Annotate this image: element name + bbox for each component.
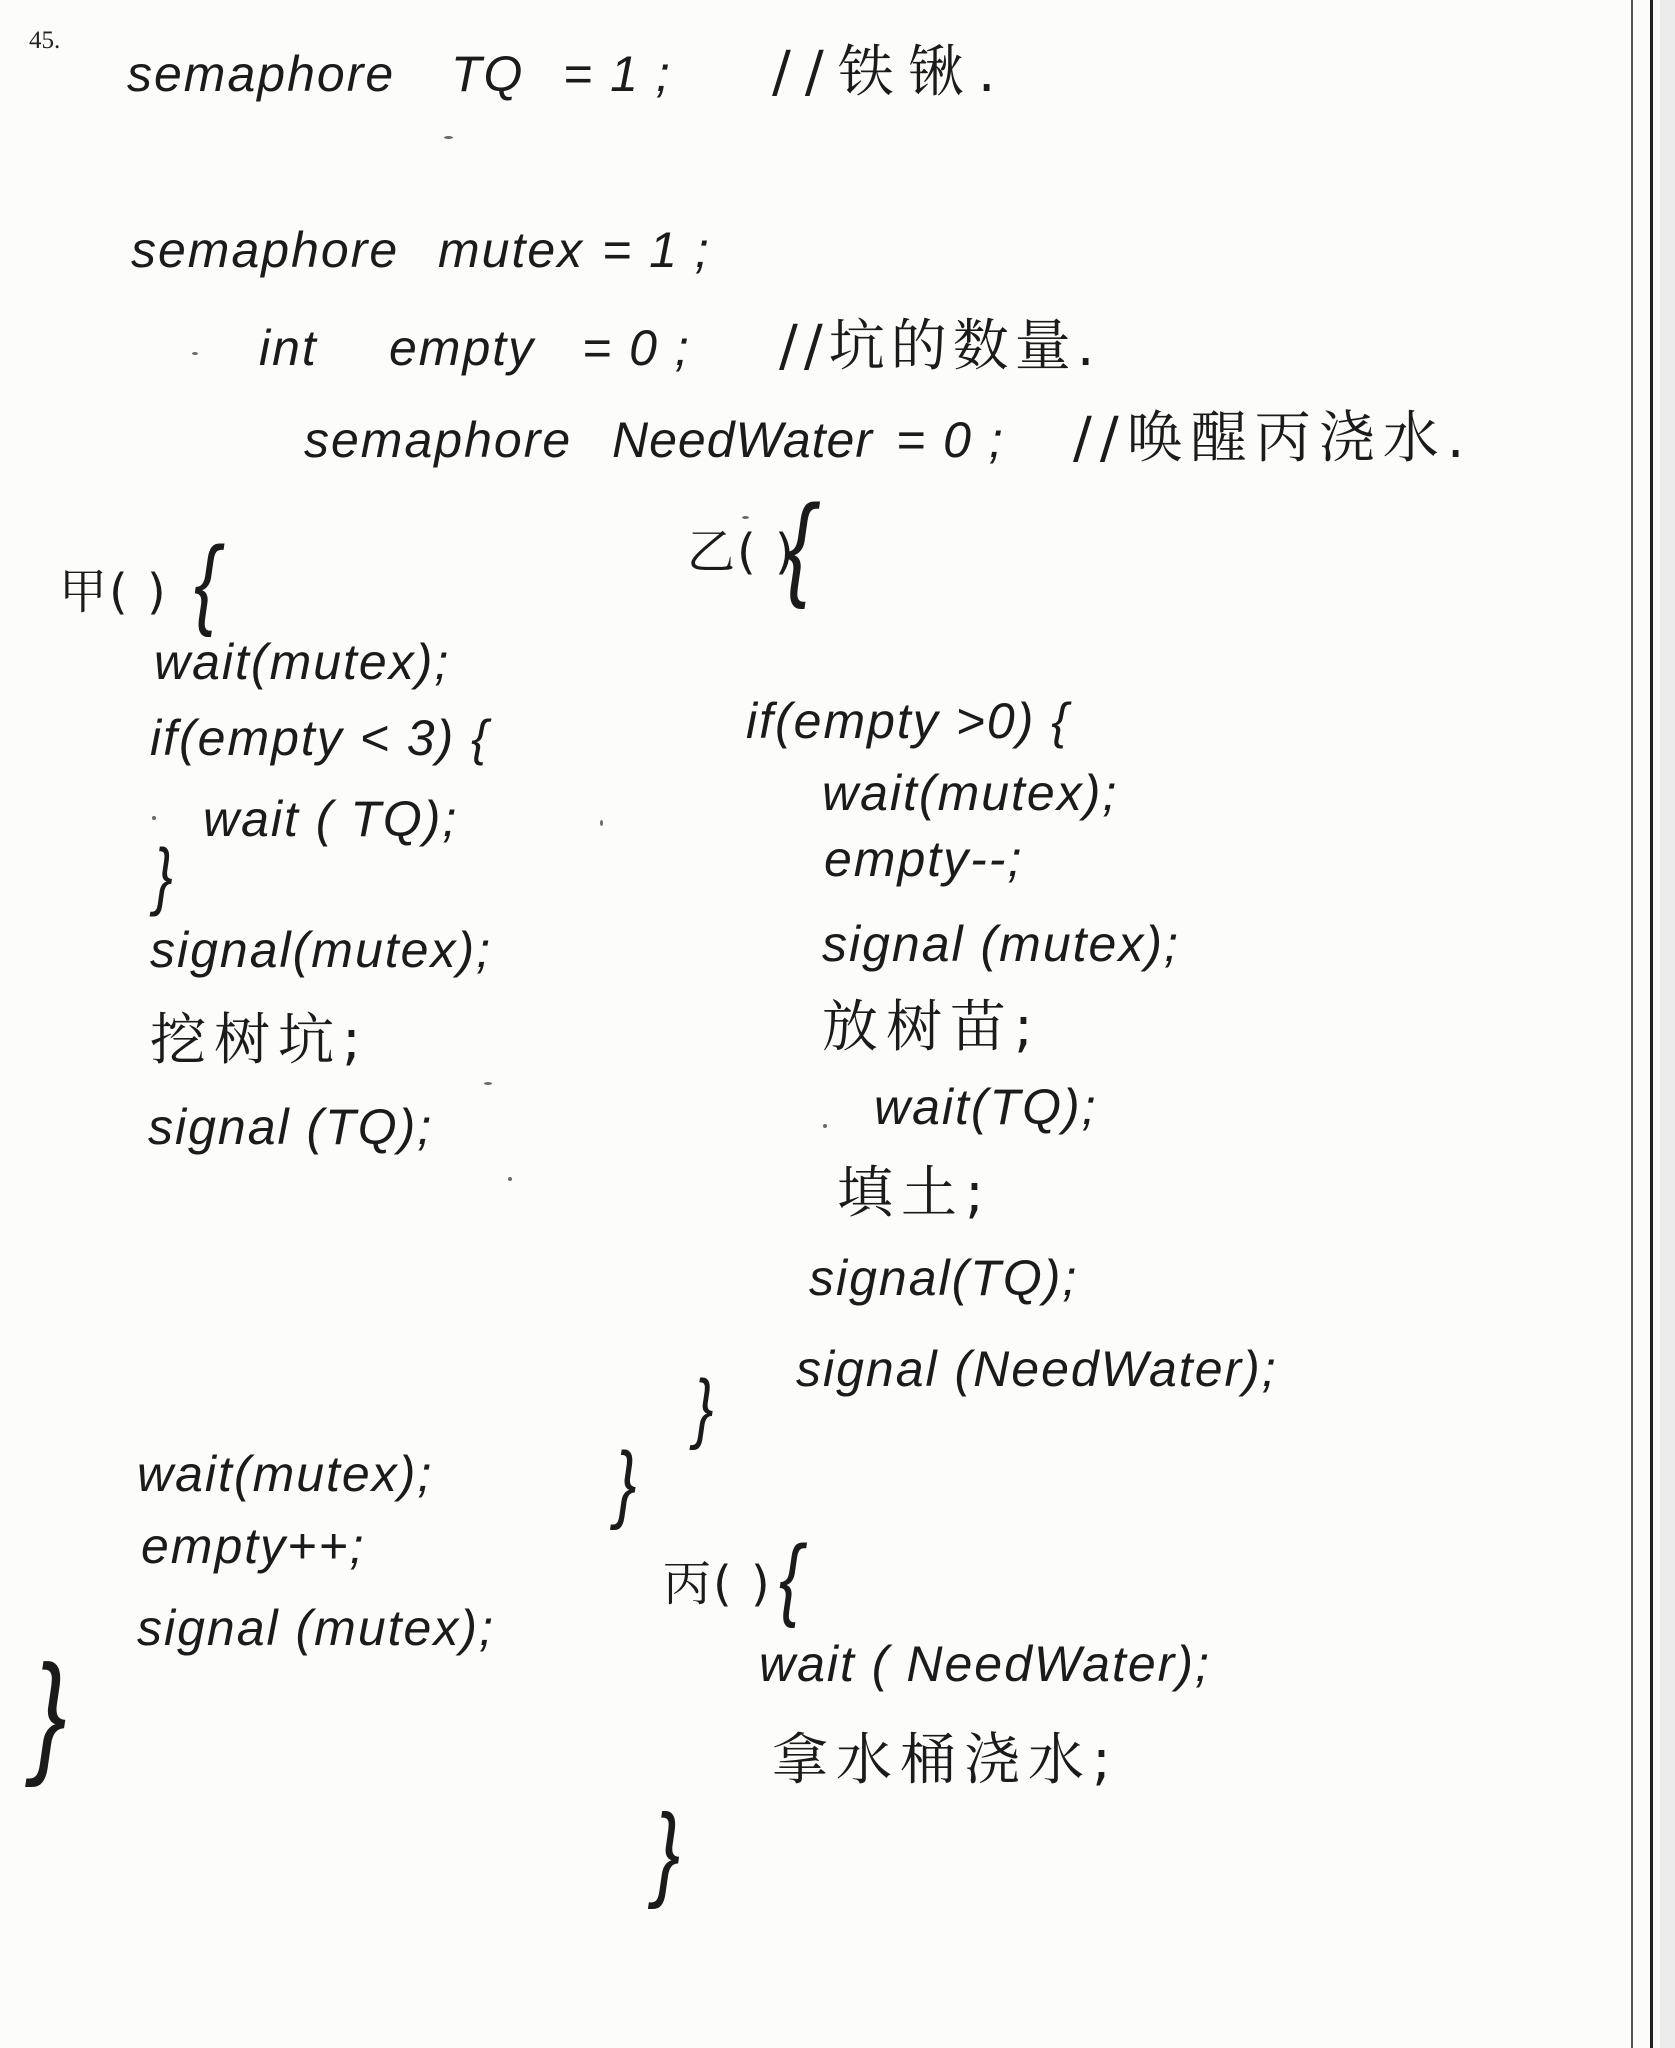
yi-if-close-brace: } — [694, 1363, 714, 1451]
jia-signal-mutex: signal(mutex); — [150, 922, 492, 978]
jia-wait-mutex: wait(mutex); — [154, 634, 451, 690]
initializer: = 0 ; — [582, 320, 691, 376]
type-keyword: semaphore — [131, 222, 400, 278]
jia-signal-mutex-2: signal (mutex); — [137, 1600, 495, 1656]
process-header: 甲( ) — [59, 564, 168, 620]
jia-if-empty-less-3: if(empty < 3) { — [150, 710, 490, 766]
jia-wait-tq: wait ( TQ); — [203, 791, 459, 847]
variable-name: empty — [389, 320, 536, 376]
yi-wait-mutex: wait(mutex); — [822, 765, 1119, 821]
jia-wait-mutex-2: wait(mutex); — [137, 1446, 434, 1502]
declaration-needwater — [0, 406, 1600, 479]
initializer: = 0 ; — [896, 412, 1005, 468]
variable-name: TQ — [451, 46, 525, 102]
comment: //唤醒丙浇水. — [1073, 406, 1473, 471]
stray-pen-mark — [742, 516, 749, 519]
jia-if-close-brace: } — [154, 833, 173, 917]
declaration-mutex — [0, 222, 1600, 289]
margin-rule-inner — [1631, 0, 1633, 2048]
margin-rule-outer — [1650, 0, 1653, 2048]
yi-signal-tq: signal(TQ); — [809, 1250, 1079, 1306]
bing-wait-needwater: wait ( NeedWater); — [759, 1636, 1211, 1692]
comment: //坑的数量. — [779, 314, 1101, 379]
process-header: 丙( ) — [663, 1556, 772, 1612]
variable-name: NeedWater — [612, 412, 873, 468]
initializer: = 1 ; — [602, 222, 711, 278]
jia-empty-increment: empty++; — [141, 1518, 366, 1574]
stray-pen-mark — [823, 1124, 827, 1128]
bing-water-with-bucket: 拿水桶浇水; — [772, 1728, 1119, 1793]
open-brace: { — [785, 482, 814, 610]
comment: //铁锹. — [772, 40, 1010, 105]
open-brace: { — [779, 1527, 803, 1629]
process-header: 乙( ) — [687, 524, 796, 580]
jia-close-brace: } — [33, 1637, 67, 1788]
stray-pen-mark — [192, 352, 198, 355]
yi-place-sapling: 放树苗; — [822, 995, 1041, 1060]
yi-signal-needwater: signal (NeedWater); — [796, 1341, 1278, 1397]
yi-empty-decrement: empty--; — [824, 831, 1024, 887]
stray-pen-mark — [444, 136, 453, 139]
stray-pen-mark — [484, 1082, 492, 1085]
initializer: = 1 ; — [563, 46, 672, 102]
yi-close-brace: } — [615, 1435, 637, 1531]
stray-pen-mark — [152, 816, 156, 820]
stray-pen-mark — [508, 1177, 512, 1181]
variable-name: mutex — [438, 222, 585, 278]
jia-dig-pit: 挖树坑; — [150, 1008, 369, 1073]
open-brace: { — [194, 526, 220, 638]
stray-pen-mark — [600, 820, 603, 826]
page-edge-shadow — [1660, 0, 1675, 2048]
yi-if-empty-greater-0: if(empty >0) { — [746, 693, 1070, 749]
type-keyword: semaphore — [127, 46, 396, 102]
bing-close-brace: } — [654, 1793, 681, 1910]
yi-signal-mutex: signal (mutex); — [822, 916, 1180, 972]
declaration-empty — [0, 314, 1600, 387]
yi-wait-tq: wait(TQ); — [874, 1079, 1098, 1135]
jia-signal-tq: signal (TQ); — [148, 1099, 434, 1155]
type-keyword: semaphore — [304, 412, 573, 468]
type-keyword: int — [259, 320, 318, 376]
question-number: 45. — [29, 27, 61, 54]
yi-fill-soil: 填土; — [837, 1161, 992, 1226]
